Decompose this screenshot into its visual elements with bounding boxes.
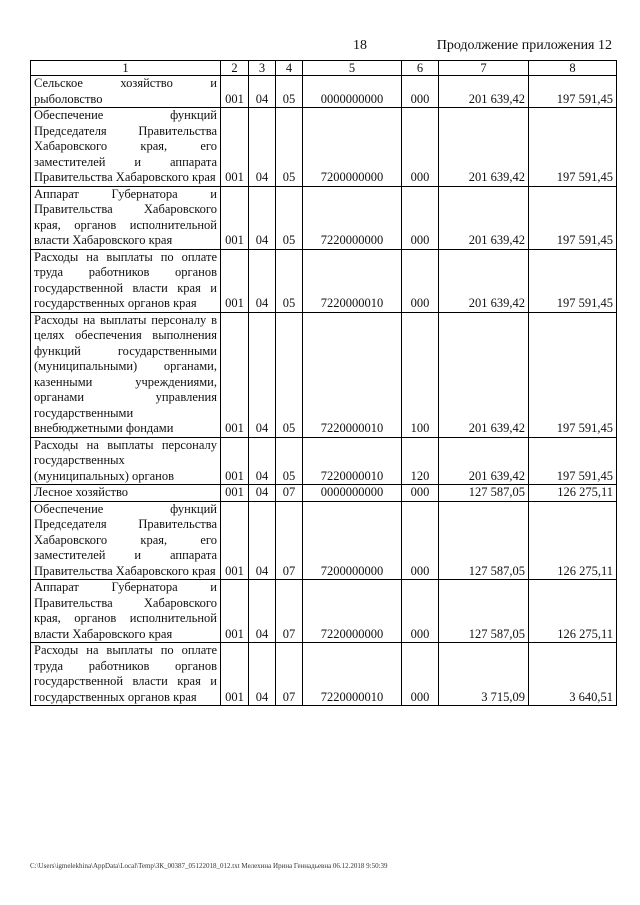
target-article-code: 0000000000: [303, 485, 402, 502]
amount-year-2: 197 591,45: [529, 249, 617, 312]
section-code: 04: [249, 249, 276, 312]
ministry-code: 001: [221, 580, 249, 643]
appendix-continuation-note: Продолжение приложения 12: [436, 38, 612, 53]
section-code: 04: [249, 76, 276, 108]
subsection-code: 07: [276, 643, 303, 706]
section-code: 04: [249, 485, 276, 502]
footer-file-path: C:\Users\igmelekhina\AppData\Local\Temp\ЗК_00387_05122018_012.txt Мелехина Ирина Геннадьевна 06.12.2018 9:50:39: [30, 862, 388, 870]
ministry-code: 001: [221, 643, 249, 706]
expense-item-name: Расходы на выплаты по оплате труда работников органов государственной власти края и государственных органов края: [31, 249, 221, 312]
table-row: [31, 485, 617, 502]
ministry-code: 001: [221, 76, 249, 108]
expense-item-name: Лесное хозяйство: [31, 485, 221, 502]
amount-year-2: 126 275,11: [529, 580, 617, 643]
expense-item-name: Аппарат Губернатора и Правительства Хабаровского края, органов исполнительной власти Хабаровского края: [31, 186, 221, 249]
section-code: 04: [249, 501, 276, 580]
expense-item-name: Расходы на выплаты по оплате труда работников органов государственной власти края и государственных органов края: [31, 643, 221, 706]
ministry-code: 001: [221, 249, 249, 312]
amount-year-1: 3 715,09: [439, 643, 529, 706]
expense-item-name: Расходы на выплаты персоналу государственных (муниципальных) органов: [31, 437, 221, 485]
expense-type-code: 000: [402, 108, 439, 187]
target-article-code: 0000000000: [303, 76, 402, 108]
section-code: 04: [249, 108, 276, 187]
expense-item-name: Расходы на выплаты персоналу в целях обеспечения выполнения функций государственными (муниципальными) органами, казенными учреждениями, органами управления государственными внебюджетными фондами: [31, 312, 221, 437]
expense-type-code: 000: [402, 485, 439, 502]
page-number: 18: [353, 38, 367, 53]
amount-year-2: 126 275,11: [529, 485, 617, 502]
table-row: [31, 249, 617, 312]
subsection-code: 07: [276, 580, 303, 643]
ministry-code: 001: [221, 437, 249, 485]
amount-year-2: 197 591,45: [529, 108, 617, 187]
target-article-code: 7200000000: [303, 108, 402, 187]
expense-item-name: Аппарат Губернатора и Правительства Хабаровского края, органов исполнительной власти Хабаровского края: [31, 580, 221, 643]
target-article-code: 7220000010: [303, 249, 402, 312]
table-row: [31, 580, 617, 643]
subsection-code: 07: [276, 501, 303, 580]
subsection-code: 05: [276, 312, 303, 437]
table-row: [31, 186, 617, 249]
budget-table: [30, 60, 617, 706]
column-number: 7: [439, 61, 529, 76]
amount-year-1: 201 639,42: [439, 249, 529, 312]
amount-year-2: 3 640,51: [529, 643, 617, 706]
column-number: 8: [529, 61, 617, 76]
section-code: 04: [249, 437, 276, 485]
amount-year-2: 197 591,45: [529, 437, 617, 485]
subsection-code: 05: [276, 249, 303, 312]
amount-year-2: 197 591,45: [529, 76, 617, 108]
subsection-code: 07: [276, 485, 303, 502]
expense-type-code: 120: [402, 437, 439, 485]
subsection-code: 05: [276, 76, 303, 108]
amount-year-2: 197 591,45: [529, 186, 617, 249]
expense-item-name: Сельское хозяйство и рыболовство: [31, 76, 221, 108]
expense-type-code: 000: [402, 643, 439, 706]
target-article-code: 7220000000: [303, 580, 402, 643]
amount-year-1: 127 587,05: [439, 580, 529, 643]
table-row: [31, 76, 617, 108]
amount-year-2: 126 275,11: [529, 501, 617, 580]
subsection-code: 05: [276, 186, 303, 249]
amount-year-1: 201 639,42: [439, 312, 529, 437]
expense-item-name: Обеспечение функций Председателя Правительства Хабаровского края, его заместителей и аппарата Правительства Хабаровского края: [31, 108, 221, 187]
column-number: 3: [249, 61, 276, 76]
expense-type-code: 000: [402, 186, 439, 249]
target-article-code: 7220000000: [303, 186, 402, 249]
section-code: 04: [249, 186, 276, 249]
amount-year-1: 201 639,42: [439, 76, 529, 108]
expense-type-code: 000: [402, 76, 439, 108]
amount-year-1: 127 587,05: [439, 485, 529, 502]
amount-year-1: 201 639,42: [439, 437, 529, 485]
ministry-code: 001: [221, 312, 249, 437]
ministry-code: 001: [221, 501, 249, 580]
table-row: [31, 108, 617, 187]
target-article-code: 7200000000: [303, 501, 402, 580]
expense-type-code: 000: [402, 580, 439, 643]
amount-year-2: 197 591,45: [529, 312, 617, 437]
table-row: [31, 437, 617, 485]
target-article-code: 7220000010: [303, 437, 402, 485]
amount-year-1: 201 639,42: [439, 108, 529, 187]
amount-year-1: 127 587,05: [439, 501, 529, 580]
subsection-code: 05: [276, 437, 303, 485]
expense-type-code: 000: [402, 501, 439, 580]
table-row: [31, 501, 617, 580]
section-code: 04: [249, 580, 276, 643]
expense-item-name: Обеспечение функций Председателя Правительства Хабаровского края, его заместителей и аппарата Правительства Хабаровского края: [31, 501, 221, 580]
ministry-code: 001: [221, 186, 249, 249]
column-number: 6: [402, 61, 439, 76]
column-number-row: [31, 61, 617, 76]
ministry-code: 001: [221, 108, 249, 187]
section-code: 04: [249, 312, 276, 437]
column-number: 2: [221, 61, 249, 76]
amount-year-1: 201 639,42: [439, 186, 529, 249]
expense-type-code: 000: [402, 249, 439, 312]
column-number: 5: [303, 61, 402, 76]
ministry-code: 001: [221, 485, 249, 502]
column-number: 4: [276, 61, 303, 76]
subsection-code: 05: [276, 108, 303, 187]
section-code: 04: [249, 643, 276, 706]
table-row: [31, 312, 617, 437]
column-number: 1: [31, 61, 221, 76]
expense-type-code: 100: [402, 312, 439, 437]
target-article-code: 7220000010: [303, 312, 402, 437]
target-article-code: 7220000010: [303, 643, 402, 706]
table-row: [31, 643, 617, 706]
